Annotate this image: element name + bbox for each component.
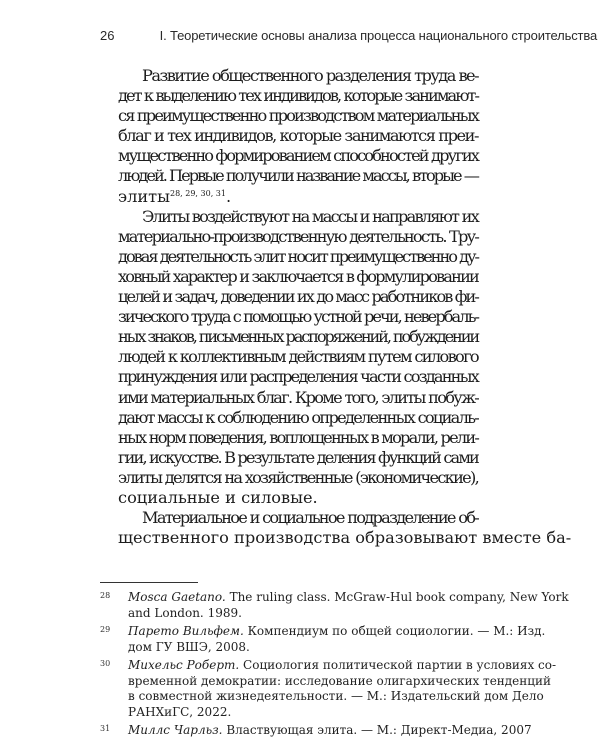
text-line: Материальное и социальное подразделение об- xyxy=(142,508,478,528)
footnote-line xyxy=(128,658,557,674)
footnote-text: Компендиум по общей социологии. — М.: Изд. xyxy=(247,624,546,638)
text-line: Развитие общественного разделения труда ве- xyxy=(142,66,478,85)
text-line: людей. Первые получили название массы, вторые — xyxy=(118,166,478,186)
text-line: целей и задач, доведении их до масс работников фи- xyxy=(118,287,478,307)
footnotes xyxy=(100,590,569,742)
text-line: ховный характер и заключается в формулировании xyxy=(118,266,478,286)
footnote-number: 30 xyxy=(100,659,111,668)
footnote-author: Миллс Чарльз. xyxy=(128,723,223,737)
footnote-author: Mosca Gaetano. xyxy=(128,590,226,604)
running-title: I. Теоретические основы анализа процесса национального строительства xyxy=(159,28,598,43)
text-line: мущественно формированием способностей других xyxy=(118,146,478,166)
footnote-line: РАНХиГС, 2022. xyxy=(128,704,232,719)
footnote-text: Социология политической партии в условиях со- xyxy=(243,658,557,672)
text-line: гии, искусстве. В результате деления функций сами xyxy=(118,447,478,467)
page-number: 26 xyxy=(100,28,115,43)
text-line: дают массы к соблюдению определенных социаль- xyxy=(118,407,478,427)
text-line: людей к коллективным действиям путем силового xyxy=(118,347,478,367)
footnote-text: Властвующая элита. — М.: Директ-Медиа, 2007 xyxy=(226,723,532,737)
text-line-with-refs xyxy=(118,187,478,207)
footnote-28 xyxy=(100,590,569,621)
text-line: зического труда с помощью устной речи, невербаль- xyxy=(118,307,478,327)
footnote-31 xyxy=(100,723,532,739)
text-line: Элиты воздействуют на массы и направляют их xyxy=(142,206,478,226)
footnote-line: в совместной жизнедеятельности. — М.: Издательский дом Дело xyxy=(128,689,544,703)
footnote-line: дом ГУ ВШЭ, 2008. xyxy=(128,639,250,654)
text-line: социальные и силовые. xyxy=(118,487,318,507)
text-line: ных норм поведения, воплощенных в морали, рели- xyxy=(118,427,478,447)
text-line: принуждения или распределения части созданных xyxy=(118,367,478,387)
footnote-text: The ruling class. McGraw-Hul book company, New York xyxy=(229,590,569,604)
text-fragment: элиты xyxy=(118,186,170,206)
text-line: щественного производства образовывают вместе ба- xyxy=(118,528,572,548)
text-line: материально-производственную деятельность. Тру- xyxy=(118,226,478,246)
paragraph-2 xyxy=(118,207,478,508)
footnote-line xyxy=(128,590,569,606)
body-text xyxy=(118,66,572,548)
running-header xyxy=(100,28,598,43)
footnote-number: 28 xyxy=(100,591,111,600)
footnote-number: 29 xyxy=(100,625,111,634)
text-line: ими материальных благ. Кроме того, элиты побуж- xyxy=(118,387,478,407)
paragraph-1 xyxy=(118,66,478,207)
footnote-number: 31 xyxy=(100,724,111,733)
footnote-30 xyxy=(100,658,557,720)
footnote-author: Парето Вильфем. xyxy=(128,624,244,638)
text-line: дет к выделению тех индивидов, которые занимают- xyxy=(118,86,478,106)
paragraph-3 xyxy=(118,508,572,548)
text-line: элиты делятся на хозяйственные (экономические), xyxy=(118,467,478,487)
footnote-line xyxy=(128,723,532,739)
footnote-line: временной демократии: исследование олигархических тенденций xyxy=(128,673,551,688)
footnote-line xyxy=(128,624,546,640)
text-line: ся преимущественно производством материальных xyxy=(118,106,478,126)
footnote-refs: 28, 29, 30, 31 xyxy=(169,188,226,198)
footnote-line: and London. 1989. xyxy=(128,605,242,620)
footnote-divider xyxy=(100,582,198,583)
footnote-author: Михельс Роберт. xyxy=(128,658,240,672)
text-line: благ и тех индивидов, которые занимаются преи- xyxy=(118,126,478,146)
text-fragment: . xyxy=(225,186,232,206)
text-line: ных знаков, письменных распоряжений, побуждении xyxy=(118,327,478,347)
text-line: довая деятельность элит носит преимущественно ду- xyxy=(118,246,478,266)
footnote-29 xyxy=(100,624,546,655)
